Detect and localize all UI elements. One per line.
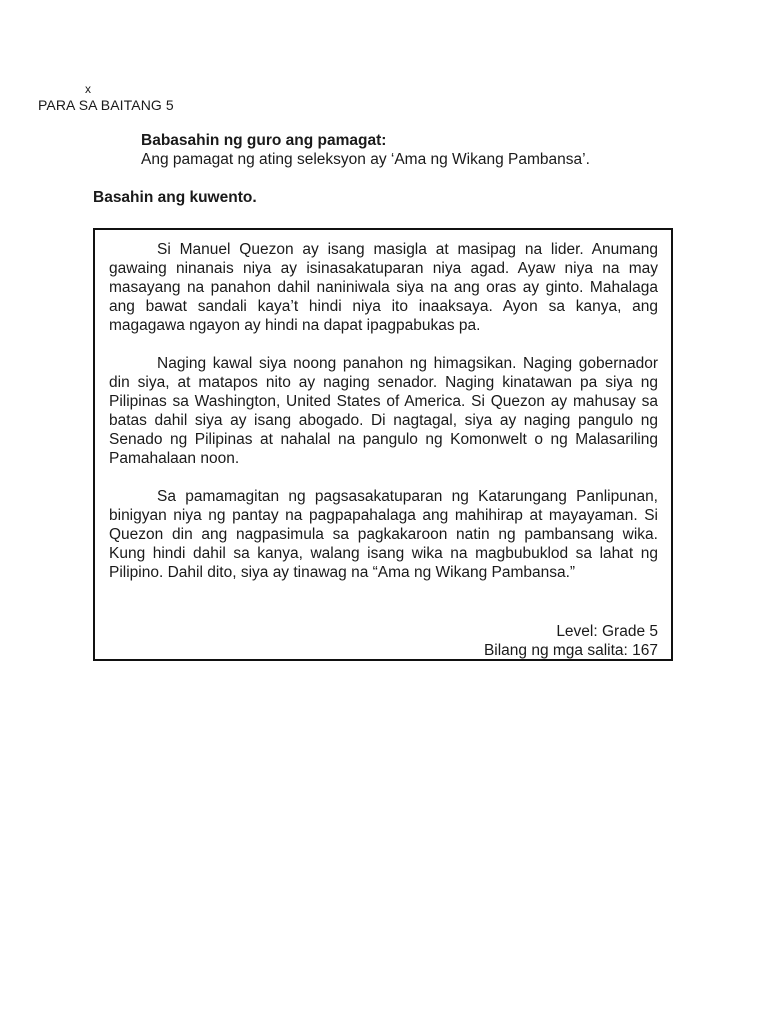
story-paragraph-3: Sa pamamagitan ng pagsasakatuparan ng Katarungang Panlipunan, binigyan niya ng pantay na pagpapahalaga ang mahihirap at mayayaman. Si Quezon din ang nagpasimula sa pagkakaroon natin ng pambansang wika. Kung hindi dahil sa kanya, walang isang wika na magbubuklod sa lahat ng Pilipino. Dahil dito, siya ay tinawag na “Ama ng Wikang Pambansa.” — [109, 488, 658, 581]
story-box — [93, 228, 673, 661]
teacher-note — [141, 131, 590, 169]
read-instruction: Basahin ang kuwento. — [93, 189, 257, 206]
story-word-count: Bilang ng mga salita: 167 — [483, 642, 658, 659]
story-paragraph-1: Si Manuel Quezon ay isang masigla at masipag na lider. Anumang gawaing ninanais niya ay isinasakatuparan niya agad. Ayaw niya na may masayang na panahon dahil naniniwala siya na ang oras ay ginto. Mahalaga ang bawat sandali kaya’t hindi niya ito inaaksaya. Ayon sa kanya, ang magagawa ngayon ay hindi na dapat ipagpabukas pa. — [109, 241, 658, 334]
story-meta — [484, 622, 658, 660]
teacher-note-text: Ang pamagat ng ating seleksyon ay ‘Ama ng Wikang Pambansa’. — [141, 151, 590, 168]
story-level: Level: Grade 5 — [556, 623, 658, 640]
page-mark: x — [85, 82, 91, 96]
teacher-note-heading: Babasahin ng guro ang pamagat: — [141, 132, 387, 149]
story-paragraph-2: Naging kawal siya noong panahon ng himagsikan. Naging gobernador din siya, at matapos nito ay naging senador. Naging kinatawan pa siya ng Pilipinas sa Washington, United States of America. Si Quezon ay mahusay sa batas dahil siya ay isang abogado. Di nagtagal, siya ay naging pangulo ng Senado ng Pilipinas at nahalal na pangulo ng Komonwelt o ng Malasariling Pamahalaan noon. — [109, 355, 658, 467]
grade-header: PARA SA BAITANG 5 — [38, 97, 174, 113]
